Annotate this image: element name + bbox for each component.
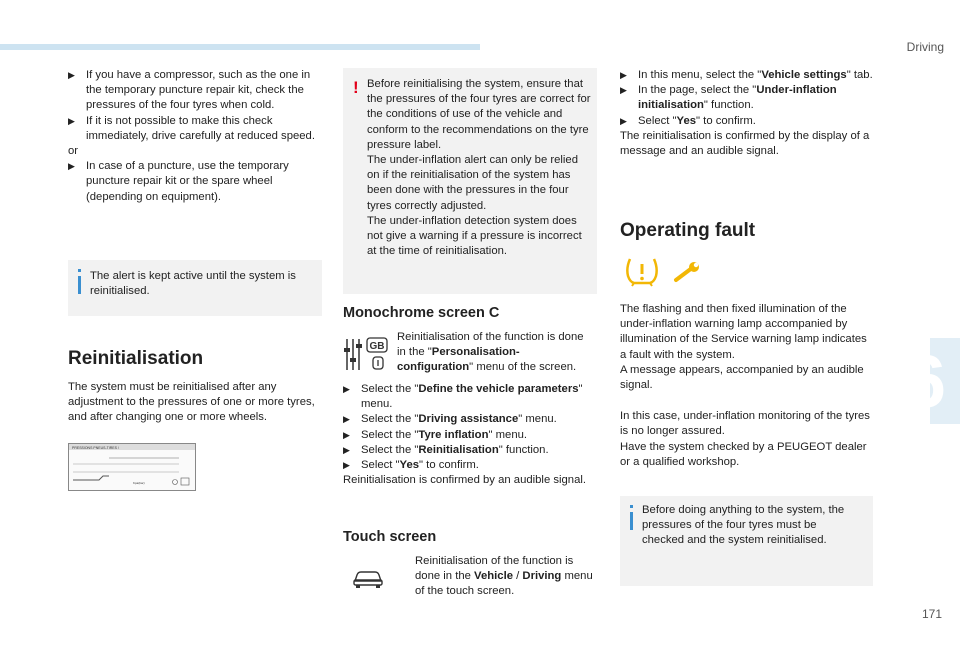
section-heading-reinitialisation: Reinitialisation [68, 348, 204, 369]
bullet-item: ▶ In case of a puncture, use the temporary puncture repair kit or the spare wheel (depending on equipment). [68, 160, 289, 203]
bullet-icon: ▶ [620, 70, 627, 80]
info-icon [630, 505, 633, 508]
info-text: The alert is kept active until the system is reinitialised. [90, 270, 296, 298]
column-1 [68, 68, 322, 205]
list-item: ▶ Select "Yes" to confirm. [620, 114, 876, 129]
monochrome-steps [343, 382, 597, 488]
list-item: ▶ Select "Yes" to confirm. [343, 458, 597, 473]
tyre-label-title: PRESSIONS PNEUS-TIRES / [72, 446, 119, 450]
gb-badge: GB [369, 341, 385, 352]
reinitialisation-paragraph: The system must be reinitialised after any adjustment to the pressures of one or more tyres, and after changing one or more wheels. [68, 381, 315, 424]
info-text: Before doing anything to the system, the pressures of the four tyres must be checked and the system reinitialised. [642, 504, 845, 547]
bullet-icon: ▶ [343, 444, 350, 455]
bullet-item: ▶ If you have a compressor, such as the one in the temporary puncture repair kit, check the pressures of the four tyres when cold. [68, 69, 311, 112]
bullet-icon: ▶ [343, 429, 350, 440]
bullet-icon: ▶ [343, 460, 350, 471]
touch-confirm: The reinitialisation is confirmed by the display of a message and an audible signal. [620, 129, 870, 158]
tyre-label-unit: Kpa(bar) [133, 481, 145, 485]
service-wrench-icon [672, 260, 702, 284]
bullet-icon: ▶ [620, 115, 627, 126]
section-heading-touch-screen: Touch screen [343, 529, 437, 545]
top-accent-bar [0, 44, 480, 50]
warning-text: Before reinitialising the system, ensure that the pressures of the four tyres are correct for the conditions of use of the vehicle and conform to the recommendations on the tyre pressure label. The under-inflation alert can only be relied on if the reinitialisation of the system has been done with the pressures in the four tyres correctly adjusted. The under-inflation detection system does not give a warning if a pressure is incorrect at the time of reinitialisation. [367, 78, 591, 258]
car-icon [352, 566, 384, 590]
section-heading-operating-fault: Operating fault [620, 220, 756, 241]
bullet-icon: ▶ [343, 414, 350, 425]
list-item: ▶ Select the "Reinitialisation" function. [343, 443, 597, 458]
list-item: ▶ Select the "Tyre inflation" menu. [343, 428, 597, 443]
list-item: ▶ Select the "Define the vehicle parameters" menu. [343, 383, 583, 411]
monochrome-confirm: Reinitialisation is confirmed by an audible signal. [343, 474, 587, 487]
section-heading-monochrome: Monochrome screen C [343, 305, 500, 321]
list-item: ▶ Select the "Driving assistance" menu. [343, 412, 597, 427]
warning-icon: ! [353, 78, 359, 97]
fault-text: The flashing and then fixed illumination of the under-inflation warning lamp accompanied by illumination of the Service warning lamp indicates a fault with the system. A message appears, accompanied by an audible signal. In this case, under-inflation monitoring of the tyres is no longer assured. Have the system checked by a PEUGEOT dealer or a qualified workshop. [620, 303, 870, 468]
bullet-item: ▶ If it is not possible to make this check immediately, drive carefully at reduced speed. [68, 114, 315, 142]
chapter-title: Driving [906, 40, 944, 54]
bullet-icon: ▶ [343, 384, 350, 394]
or-text: or [68, 145, 79, 158]
touch-screen-intro: Reinitialisation of the function is done in the Vehicle / Driving menu of the touch screen. [415, 555, 593, 598]
list-item: ▶ In this menu, select the "Vehicle settings" tab. [620, 68, 876, 83]
bullet-icon: ▶ [620, 85, 627, 96]
tyre-pressure-label-image [68, 443, 196, 491]
monochrome-intro: Reinitialisation of the function is done in the "Personalisation-configuration" menu of the screen. [397, 331, 584, 374]
tyre-pressure-warning-icon [624, 256, 660, 288]
info-icon [78, 269, 81, 272]
bullet-icon: ▶ [68, 161, 75, 172]
tyre-label-drawing [69, 444, 195, 490]
page-number: 171 [921, 607, 942, 621]
touch-steps [620, 68, 876, 159]
bullet-icon: ▶ [68, 115, 75, 126]
info-box [620, 496, 873, 586]
settings-screen-icon [343, 334, 391, 374]
info-box [68, 260, 322, 316]
warning-box [343, 68, 597, 294]
list-item: ▶ In the page, select the "Under-inflation initialisation" function. [620, 84, 837, 112]
bullet-icon: ▶ [68, 70, 75, 80]
chapter-number: 6 [904, 340, 946, 423]
